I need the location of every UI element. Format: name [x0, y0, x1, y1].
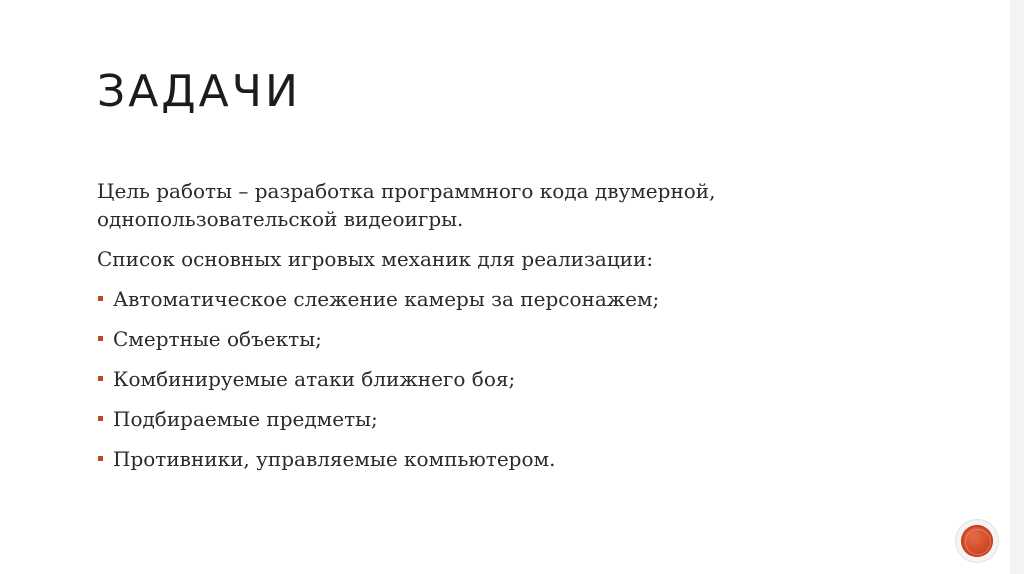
list-item-text: Автоматическое слежение камеры за персонажем; — [113, 287, 660, 311]
slide-frame-edge — [1010, 0, 1024, 574]
square-bullet-icon — [98, 456, 103, 461]
paragraph-goal: Цель работы – разработка программного кода двумерной, однопользовательской видеоигры. — [97, 179, 716, 231]
slide-title: ЗАДАЧИ — [97, 66, 301, 117]
list-item — [97, 325, 917, 353]
list-item-text: Смертные объекты; — [113, 327, 322, 351]
circle-nav-icon — [961, 525, 993, 557]
slide-content — [97, 177, 917, 485]
square-bullet-icon — [98, 336, 103, 341]
list-item-text: Подбираемые предметы; — [113, 407, 378, 431]
slide-nav-button[interactable] — [956, 520, 998, 562]
list-item — [97, 445, 917, 473]
list-item — [97, 405, 917, 433]
list-item — [97, 365, 917, 393]
square-bullet-icon — [98, 296, 103, 301]
mechanics-list — [97, 285, 917, 473]
list-item-text: Комбинируемые атаки ближнего боя; — [113, 367, 516, 391]
square-bullet-icon — [98, 376, 103, 381]
list-item-text: Противники, управляемые компьютером. — [113, 447, 556, 471]
paragraph-mechanics-intro: Список основных игровых механик для реализации: — [97, 247, 654, 271]
list-item — [97, 285, 917, 313]
square-bullet-icon — [98, 416, 103, 421]
